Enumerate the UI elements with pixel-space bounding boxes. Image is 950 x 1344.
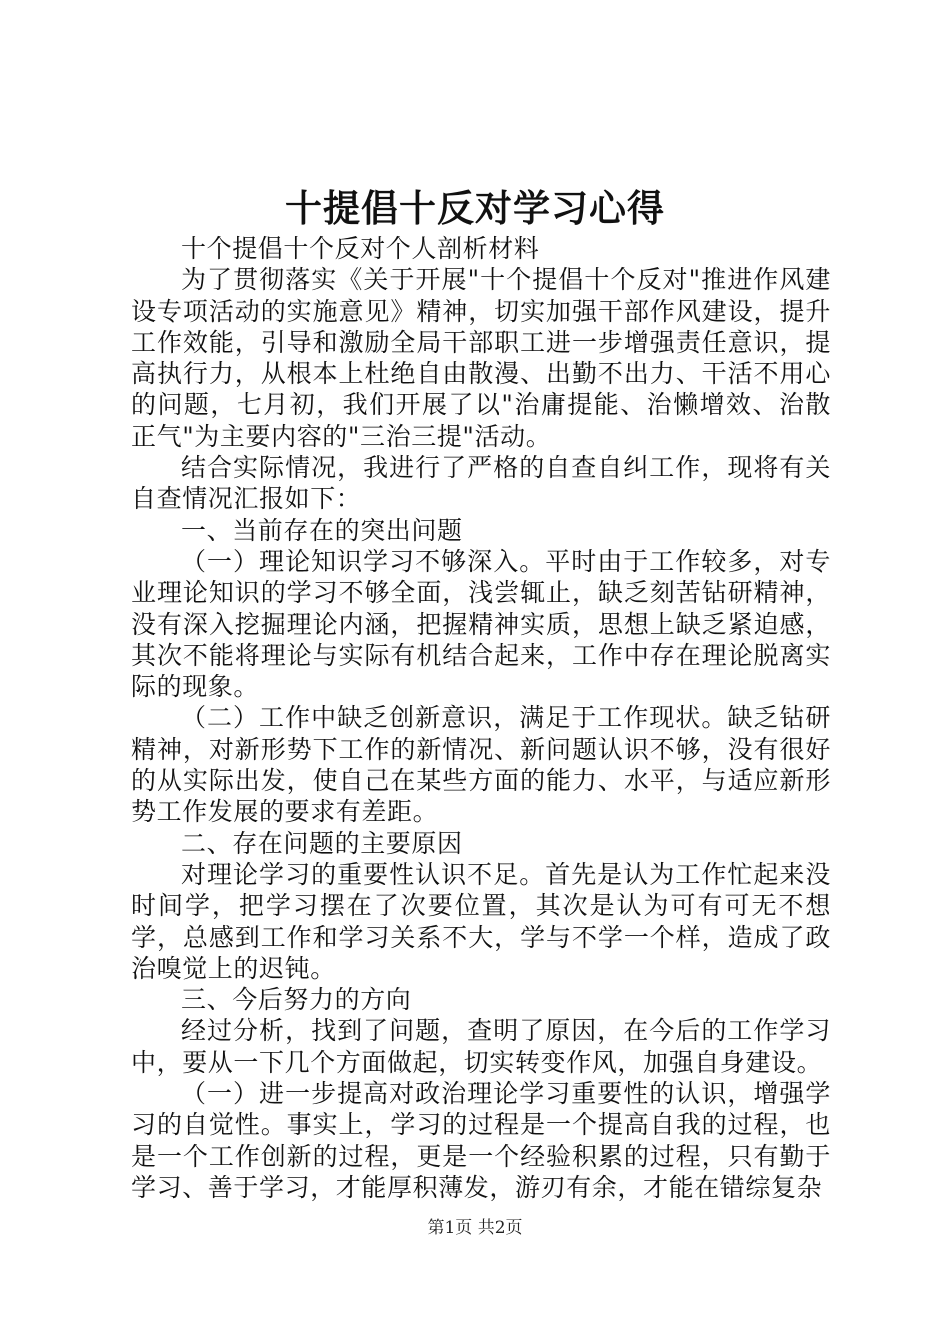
page-number-footer: 第1页 共2页 [427, 1218, 523, 1238]
paragraph-problem-2: （二）工作中缺乏创新意识，满足于工作现状。缺乏钻研精神，对新形势下工作的新情况、新问题认识不够，没有很好的从实际出发，使自己在某些方面的能力、水平，与适应新形势工作发展的要求有差距。 [131, 703, 831, 827]
document-body [131, 233, 831, 1203]
section-heading-direction: 三、今后努力的方向 [181, 985, 412, 1015]
paragraph-intro: 为了贯彻落实《关于开展"十个提倡十个反对"推进作风建设专项活动的实施意见》精神，切实加强干部作风建设，提升工作效能，引导和激励全局干部职工进一步增强责任意识，提高执行力，从根本上杜绝自由散漫、出勤不出力、干活不用心的问题，七月初，我们开展了以"治庸提能、治懒增效、治散正气"为主要内容的"三治三提"活动。 [131, 265, 831, 451]
paragraph-causes: 对理论学习的重要性认识不足。首先是认为工作忙起来没时间学，把学习摆在了次要位置，其次是认为可有可无不想学，总感到工作和学习关系不大，学与不学一个样，造成了政治嗅觉上的迟钝。 [131, 859, 831, 983]
paragraph-direction-1: （一）进一步提高对政治理论学习重要性的认识，增强学习的自觉性。事实上，学习的过程是一个提高自我的过程，也是一个工作创新的过程，更是一个经验积累的过程，只有勤于学习、善于学习，才能厚积薄发，游刃有余，才能在错综复杂 [131, 1079, 831, 1202]
section-heading-problems: 一、当前存在的突出问题 [181, 515, 463, 545]
section-heading-causes: 二、存在问题的主要原因 [181, 828, 463, 858]
paragraph-problem-1: （一）理论知识学习不够深入。平时由于工作较多，对专业理论知识的学习不够全面，浅尝辄止，缺乏刻苦钻研精神，没有深入挖掘理论内涵，把握精神实质，思想上缺乏紧迫感，其次不能将理论与实际有机结合起来，工作中存在理论脱离实际的现象。 [131, 546, 831, 702]
document-title: 十提倡十反对学习心得 [285, 186, 665, 230]
paragraph-subtitle: 十个提倡十个反对个人剖析材料 [181, 234, 540, 263]
paragraph-self-check: 结合实际情况，我进行了严格的自查自纠工作，现将有关自查情况汇报如下： [131, 453, 831, 514]
paragraph-direction: 经过分析，找到了问题，查明了原因，在今后的工作学习中，要从一下几个方面做起，切实转变作风，加强自身建设。 [131, 1016, 831, 1077]
